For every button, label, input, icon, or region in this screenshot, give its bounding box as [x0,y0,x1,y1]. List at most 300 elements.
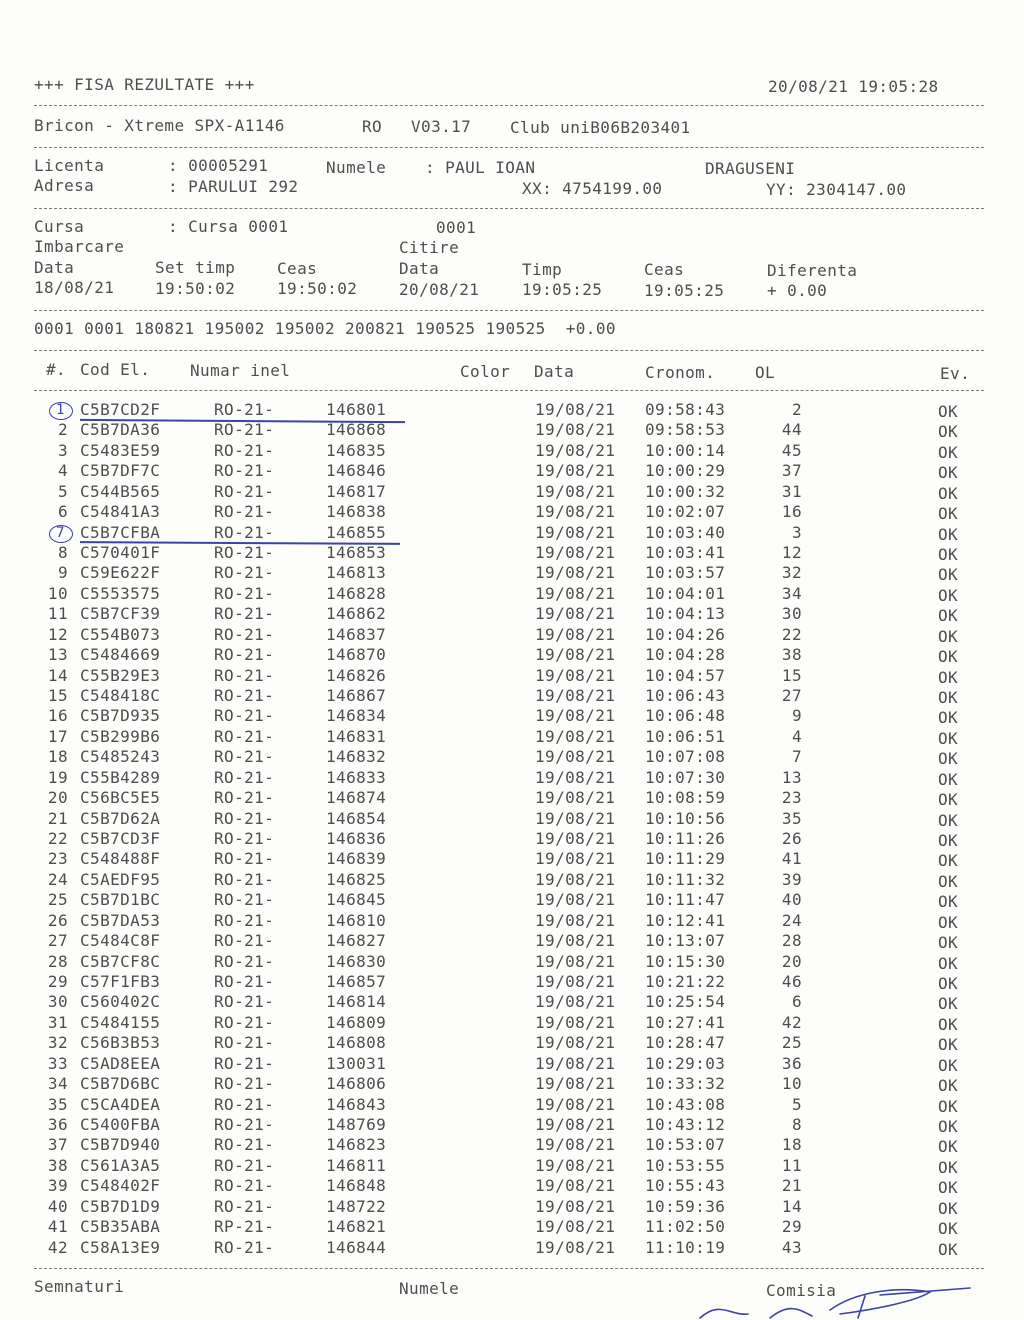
cell-ring-number: 146831 [326,726,387,746]
cell-data: 19/08/21 [535,522,616,542]
cell-ring-number: 146853 [326,543,387,562]
cell-ring-number: 146830 [326,951,387,971]
cell-cronom: 10:59:36 [645,1196,726,1216]
cell-cronom: 10:11:29 [645,849,726,869]
cell-ring-number: 146834 [326,706,387,726]
value-data-imbarcare: 18/08/21 [34,278,115,297]
row-number: 27 [47,931,68,951]
cell-ol: 21 [781,1176,802,1196]
divider [34,350,984,351]
cell-ev: OK [938,422,959,442]
cell-cronom: 10:43:08 [645,1094,726,1114]
cell-ev: OK [938,1219,959,1239]
cell-ol: 18 [781,1135,802,1155]
cell-data: 19/08/21 [535,1135,616,1155]
divider [34,147,984,148]
row-number: 6 [57,502,68,522]
cell-ev: OK [938,626,959,646]
row-number: 32 [47,1033,68,1053]
cell-ol: 20 [781,951,802,971]
cell-ring-number: 146862 [326,604,387,624]
cell-cod-el: C5B7CF8C [80,951,161,971]
cell-ring-number: 146809 [326,1012,387,1032]
cell-cronom: 10:07:30 [645,767,726,787]
table-row [0,1013,1024,1033]
cell-ev: OK [938,1198,959,1218]
table-row [0,788,1024,808]
cell-data: 19/08/21 [535,1012,616,1032]
cell-cronom: 10:10:56 [645,808,726,828]
cell-cod-el: C55B4289 [80,767,161,787]
cell-ol: 35 [781,808,802,828]
table-row [0,543,1024,563]
cell-ev: OK [938,769,959,789]
cell-cod-el: C548402F [80,1176,161,1196]
cell-data: 19/08/21 [535,624,616,644]
cell-cod-el: C55B29E3 [80,665,161,685]
table-row [0,890,1024,910]
cell-cod-el: C5B7D935 [80,706,161,726]
cell-ring-number: 130031 [326,1053,387,1073]
cell-cronom: 10:00:29 [645,461,726,481]
cell-cronom: 10:43:12 [645,1115,726,1135]
table-row [0,1156,1024,1176]
table-row [0,1074,1024,1094]
cell-ring-number: 146836 [326,829,387,849]
report-title: +++ FISA REZULTATE +++ [34,75,255,94]
header-ceas-citire: Ceas [644,260,685,279]
cell-ring-prefix: RO-21- [214,931,275,951]
row-number: 12 [47,624,68,644]
cell-ev: OK [938,1117,959,1137]
cell-cronom: 10:53:07 [645,1135,726,1155]
cell-ev: OK [938,606,959,626]
cell-cronom: 10:25:54 [645,992,726,1012]
cell-cronom: 10:33:32 [645,1074,726,1094]
cell-cod-el: C5B7D1BC [80,890,161,910]
row-number: 25 [47,890,68,910]
cell-ring-prefix: RO-21- [214,1237,275,1257]
cell-cod-el: C5553575 [80,583,161,603]
cell-cronom: 10:07:08 [645,747,726,767]
cell-ring-prefix: RO-21- [214,543,275,562]
value-diferenta: + 0.00 [767,281,828,300]
row-number: 39 [47,1176,68,1196]
cell-ol: 4 [791,726,802,746]
system-name: Bricon - Xtreme SPX-A1146 [34,116,285,135]
cell-cronom: 10:06:48 [645,706,726,726]
cell-ring-prefix: RO-21- [214,1094,275,1114]
value-ceas-citire: 19:05:25 [644,281,725,300]
cell-ring-prefix: RO-21- [214,992,275,1012]
footer-semnaturi: Semnaturi [34,1277,125,1296]
row-number: 15 [47,686,68,706]
table-row [0,523,1024,543]
cell-ol: 36 [781,1053,802,1073]
cell-data: 19/08/21 [535,951,616,971]
row-number: 28 [47,951,68,971]
cell-data: 19/08/21 [535,1074,616,1094]
cell-ring-prefix: RO-21- [214,951,275,971]
cell-data: 19/08/21 [535,1115,616,1135]
header-ceas-imbarcare: Ceas [277,259,318,278]
cell-ol: 39 [781,869,802,889]
adresa-value: : PARULUI 292 [168,177,299,196]
row-number: 10 [47,583,68,603]
cell-data: 19/08/21 [535,726,616,746]
cell-cronom: 10:03:41 [645,543,726,562]
cell-ev: OK [938,524,959,544]
cell-cronom: 10:06:51 [645,726,726,746]
cell-ol: 40 [781,890,802,910]
row-number: 36 [47,1115,68,1135]
cell-data: 19/08/21 [535,543,616,562]
cell-ring-number: 146823 [326,1135,387,1155]
cell-data: 19/08/21 [535,1237,616,1257]
row-number: 23 [47,849,68,869]
cell-ev: OK [938,545,959,564]
cell-cod-el: C5B7D62A [80,808,161,828]
cell-cronom: 10:04:57 [645,665,726,685]
cell-ev: OK [938,667,959,687]
cell-ring-number: 146837 [326,624,387,644]
cell-cronom: 10:00:14 [645,440,726,460]
cell-cod-el: C5483E59 [80,440,161,460]
cell-cod-el: C54841A3 [80,502,161,522]
cell-data: 19/08/21 [535,420,616,440]
table-row [0,584,1024,604]
cell-cronom: 10:29:03 [645,1053,726,1073]
table-row [0,645,1024,665]
cell-ol: 37 [781,461,802,481]
licenta-label: Licenta [34,156,105,175]
col-header-ol: OL [755,363,776,382]
cell-ring-prefix: RO-21- [214,624,275,644]
cell-ring-prefix: RO-21- [214,829,275,849]
cell-ol: 38 [781,645,802,665]
cell-ring-prefix: RO-21- [214,522,275,542]
cell-ring-prefix: RO-21- [214,706,275,726]
cell-ev: OK [938,728,959,748]
table-row [0,420,1024,440]
cell-cod-el: C570401F [80,543,161,562]
club-id: Club uniB06B203401 [510,118,691,137]
cell-data: 19/08/21 [535,400,616,419]
cell-data: 19/08/21 [535,910,616,930]
cell-ring-number: 146855 [326,522,387,542]
cell-ring-number: 146827 [326,931,387,951]
table-row [0,400,1024,420]
table-row [0,482,1024,502]
cell-ol: 15 [781,665,802,685]
cell-ring-prefix: RO-21- [214,665,275,685]
cell-data: 19/08/21 [535,788,616,808]
citire-label: Citire [399,238,460,257]
cell-ring-number: 146846 [326,461,387,481]
cell-ring-number: 146857 [326,972,387,992]
circled-row-number: 1 [56,402,65,418]
cell-ev: OK [938,831,959,851]
cell-data: 19/08/21 [535,972,616,992]
col-header-cronom: Cronom. [645,363,716,382]
cell-ol: 12 [781,543,802,562]
table-row [0,686,1024,706]
cell-ol: 30 [781,604,802,624]
row-number: 34 [47,1074,68,1094]
cell-cronom: 10:04:26 [645,624,726,644]
cell-ring-number: 146821 [326,1217,387,1237]
cell-ring-prefix: RO-21- [214,869,275,889]
col-header-ev: Ev. [940,364,971,383]
adresa-label: Adresa [34,176,95,195]
cell-ev: OK [938,1014,959,1034]
cell-cod-el: C5B7D6BC [80,1074,161,1094]
table-row [0,870,1024,890]
cell-cod-el: C5B7DA53 [80,910,161,930]
cell-ring-number: 146811 [326,1155,387,1175]
cell-cod-el: C5B7CF39 [80,604,161,624]
cell-ring-number: 148722 [326,1196,387,1216]
cell-ring-prefix: RO-21- [214,767,275,787]
cell-ev: OK [938,1096,959,1116]
table-row [0,849,1024,869]
cell-cronom: 10:04:13 [645,604,726,624]
cell-ol: 43 [781,1237,802,1257]
cell-ring-prefix: RO-21- [214,1053,275,1073]
numele-label: Numele [326,158,387,177]
cell-ring-number: 146813 [326,563,387,583]
coord-xx: XX: 4754199.00 [522,179,663,198]
table-row [0,829,1024,849]
row-number: 26 [47,910,68,930]
cell-ring-prefix: RO-21- [214,1115,275,1135]
cell-ring-number: 146825 [326,869,387,889]
printed-datetime: 20/08/21 19:05:28 [768,77,939,96]
cell-ring-number: 146854 [326,808,387,828]
row-number: 13 [47,645,68,665]
numele-value: : PAUL IOAN [425,158,536,177]
cell-ev: OK [938,463,959,483]
row-number: 30 [47,992,68,1012]
table-row [0,747,1024,767]
cell-cronom: 10:55:43 [645,1176,726,1196]
cell-ev: OK [938,810,959,830]
cell-ring-prefix: RO-21- [214,1135,275,1155]
cell-cod-el: C59E622F [80,563,161,583]
cell-ring-prefix: RO-21- [214,1196,275,1216]
cell-data: 19/08/21 [535,1094,616,1114]
cell-ev: OK [938,1137,959,1157]
cell-ev: OK [938,565,959,585]
row-number: 2 [57,420,68,440]
cell-data: 19/08/21 [535,1155,616,1175]
cell-ring-prefix: RO-21- [214,645,275,665]
row-number: 17 [47,726,68,746]
cell-ol: 3 [791,522,802,542]
cell-data: 19/08/21 [535,829,616,849]
table-row [0,992,1024,1012]
cell-ring-prefix: RO-21- [214,808,275,828]
cell-ring-number: 146845 [326,890,387,910]
cell-data: 19/08/21 [535,686,616,706]
table-row [0,625,1024,645]
table-row [0,1054,1024,1074]
cell-data: 19/08/21 [535,1033,616,1053]
cell-cronom: 10:15:30 [645,951,726,971]
cell-cronom: 10:28:47 [645,1033,726,1053]
cell-ring-prefix: RO-21- [214,686,275,706]
table-row [0,931,1024,951]
cell-cronom: 10:02:07 [645,502,726,522]
cell-ev: OK [938,1178,959,1198]
table-row [0,952,1024,972]
cell-ol: 32 [781,563,802,583]
cell-data: 19/08/21 [535,502,616,522]
cell-ring-number: 146832 [326,747,387,767]
cell-ring-number: 146867 [326,686,387,706]
cell-data: 19/08/21 [535,890,616,910]
cell-ring-number: 146843 [326,1094,387,1114]
cell-ring-number: 146868 [326,420,387,440]
table-row [0,1135,1024,1155]
cell-ev: OK [938,974,959,994]
cell-cod-el: C5485243 [80,747,161,767]
cell-cod-el: C5B299B6 [80,726,161,746]
cell-ring-prefix: RO-21- [214,563,275,583]
table-row [0,563,1024,583]
row-number: 31 [47,1012,68,1032]
cell-ol: 23 [781,788,802,808]
cell-cod-el: C5B7D1D9 [80,1196,161,1216]
row-number: 16 [47,706,68,726]
cell-data: 19/08/21 [535,1176,616,1196]
cell-ol: 25 [781,1033,802,1053]
table-row [0,666,1024,686]
cell-ev: OK [938,483,959,503]
table-row [0,1217,1024,1237]
table-row [0,911,1024,931]
table-row [0,1033,1024,1053]
cell-cronom: 10:13:07 [645,931,726,951]
table-row [0,809,1024,829]
cell-ring-prefix: RO-21- [214,890,275,910]
cell-ol: 26 [781,829,802,849]
cell-data: 19/08/21 [535,706,616,726]
row-number: 38 [47,1155,68,1175]
cell-cod-el: C5B7DF7C [80,461,161,481]
cell-ring-prefix: RO-21- [214,726,275,746]
cell-cronom: 10:04:28 [645,645,726,665]
row-number: 20 [47,788,68,808]
row-number: 11 [47,604,68,624]
row-number: 8 [57,543,68,562]
cell-ring-number: 146814 [326,992,387,1012]
cell-ring-prefix: RO-21- [214,583,275,603]
cell-cronom: 10:08:59 [645,788,726,808]
cell-ol: 28 [781,931,802,951]
cell-ev: OK [938,688,959,708]
cell-ol: 9 [791,706,802,726]
value-data-citire: 20/08/21 [399,280,480,299]
row-number: 24 [47,869,68,889]
cell-cod-el: C5400FBA [80,1115,161,1135]
cell-ring-number: 146874 [326,788,387,808]
cell-cod-el: C5B7D940 [80,1135,161,1155]
cell-ol: 7 [791,747,802,767]
divider [34,1268,984,1269]
cell-ring-number: 146839 [326,849,387,869]
divider [34,105,984,106]
cell-ev: OK [938,442,959,462]
cursa-code: 0001 [436,218,477,237]
cell-ring-prefix: RO-21- [214,461,275,481]
cell-cod-el: C548418C [80,686,161,706]
cell-ev: OK [938,402,959,421]
cell-ev: OK [938,504,959,524]
cell-ol: 41 [781,849,802,869]
col-header-color: Color [460,362,511,381]
cell-ol: 10 [781,1074,802,1094]
cell-ring-prefix: RO-21- [214,502,275,522]
table-row [0,1176,1024,1196]
cell-ev: OK [938,1055,959,1075]
cell-ring-prefix: RO-21- [214,1176,275,1196]
table-row [0,972,1024,992]
cell-ring-number: 146826 [326,665,387,685]
cell-ring-prefix: RO-21- [214,1074,275,1094]
imbarcare-label: Imbarcare [34,237,125,256]
cell-cronom: 10:21:22 [645,972,726,992]
cell-cod-el: C58A13E9 [80,1237,161,1257]
cell-ol: 8 [791,1115,802,1135]
cell-cod-el: C554B073 [80,624,161,644]
cell-ring-prefix: RO-21- [214,1155,275,1175]
cell-cronom: 10:11:47 [645,890,726,910]
cell-ring-prefix: RP-21- [214,1217,275,1237]
table-row [0,706,1024,726]
cell-data: 19/08/21 [535,931,616,951]
cell-ring-number: 146848 [326,1176,387,1196]
cell-ol: 46 [781,972,802,992]
cell-ev: OK [938,1157,959,1177]
cell-cod-el: C560402C [80,992,161,1012]
cell-ev: OK [938,953,959,973]
row-number: 3 [57,440,68,460]
table-row [0,1115,1024,1135]
cell-data: 19/08/21 [535,808,616,828]
divider [34,310,984,311]
cell-ring-prefix: RO-21- [214,1033,275,1053]
cell-ring-prefix: RO-21- [214,440,275,460]
cell-cronom: 11:02:50 [645,1217,726,1237]
cell-ol: 14 [781,1196,802,1216]
cell-cronom: 10:11:32 [645,869,726,889]
cell-ev: OK [938,1076,959,1096]
cell-cronom: 09:58:43 [645,400,726,419]
row-number: 22 [47,829,68,849]
cell-ring-prefix: RO-21- [214,1012,275,1032]
cell-cod-el: C5484669 [80,645,161,665]
footer-comisia: Comisia [766,1281,837,1300]
cell-cod-el: C5AEDF95 [80,869,161,889]
row-number: 21 [47,808,68,828]
header-timp: Timp [522,260,563,279]
locality: DRAGUSENI [705,159,796,178]
table-row [0,768,1024,788]
col-header-data: Data [534,362,575,381]
cell-data: 19/08/21 [535,767,616,787]
cell-data: 19/08/21 [535,1217,616,1237]
